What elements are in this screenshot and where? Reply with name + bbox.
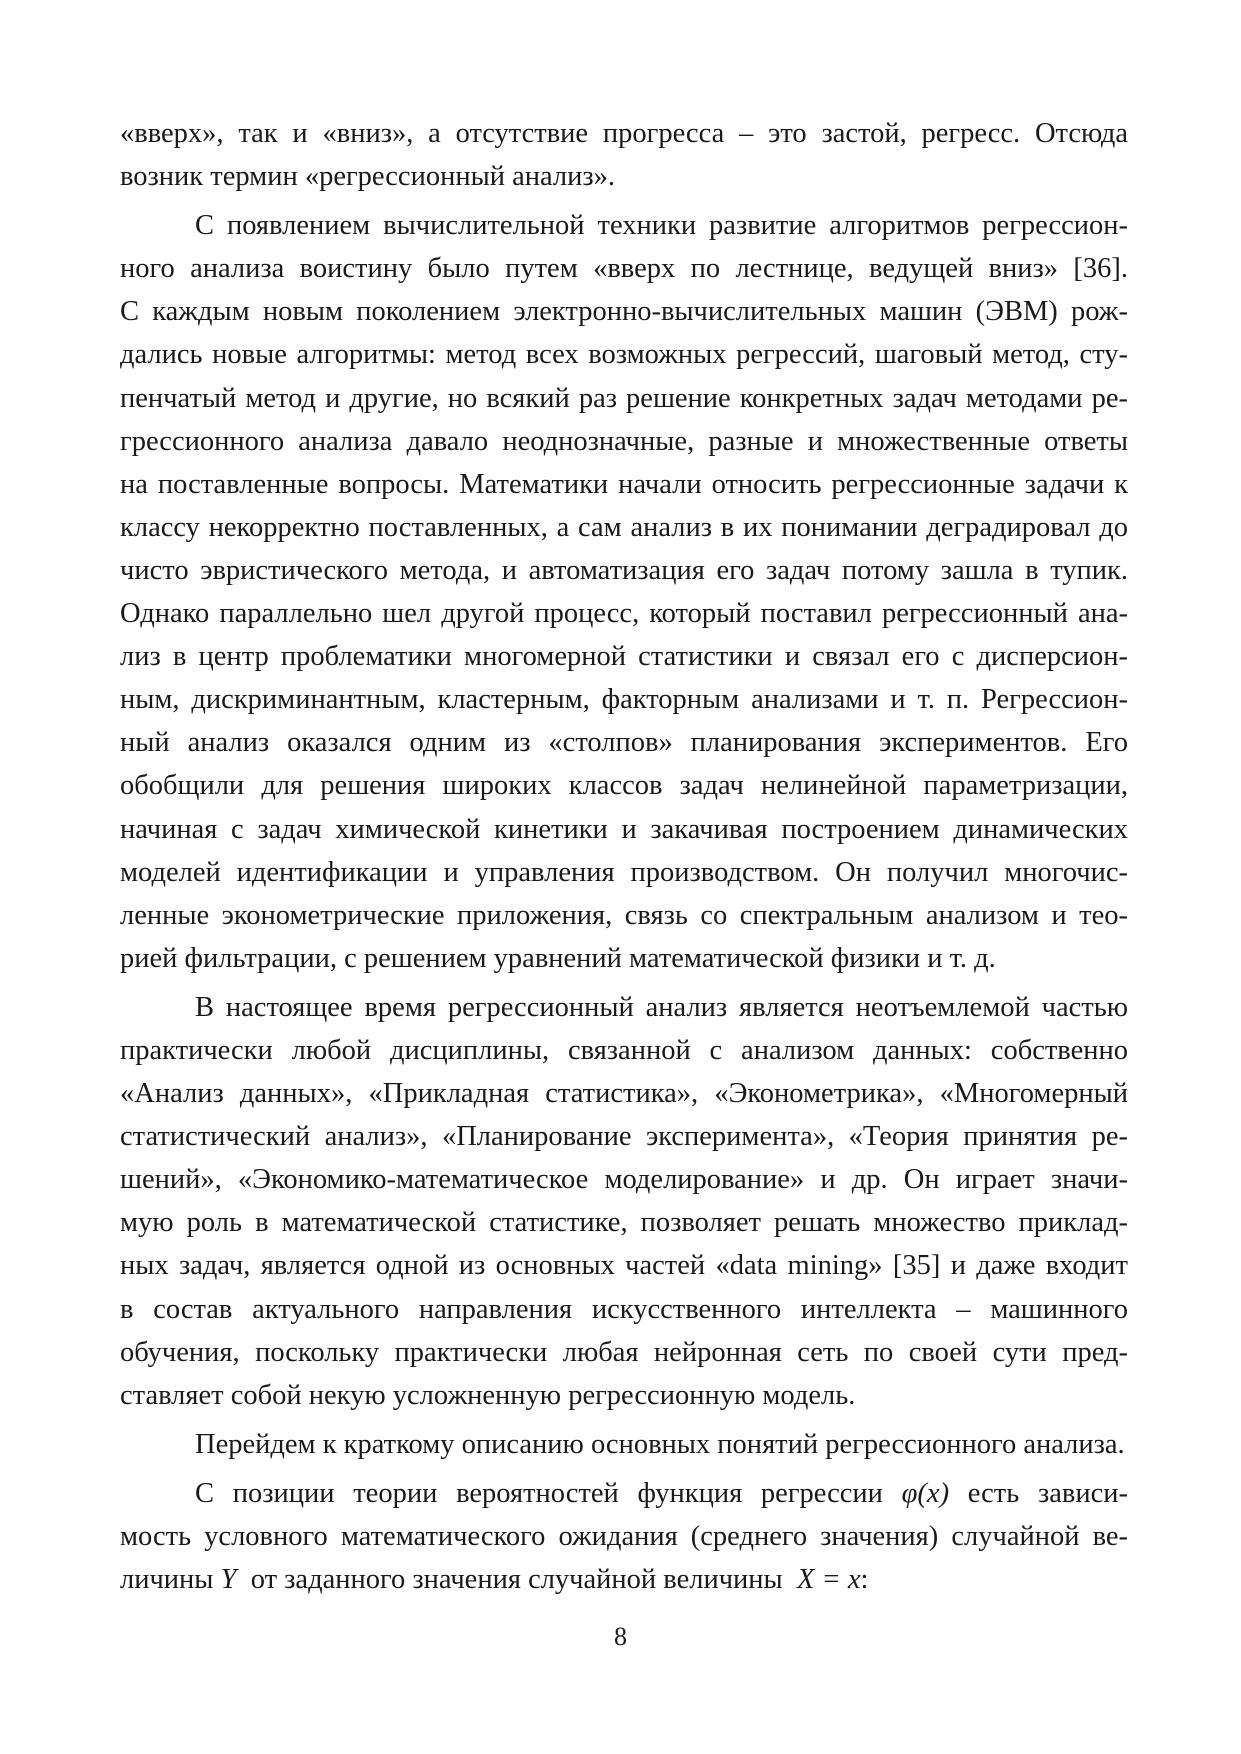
text-line: ным, дискриминантным, кластерным, факторным анализами и т. п. Регрессион- bbox=[120, 684, 1128, 716]
text-line: рией фильтрации, с решением уравнений математической физики и т. д. bbox=[120, 942, 996, 974]
text-fragment: есть зависи- bbox=[967, 1477, 1128, 1509]
text-fragment: личины bbox=[120, 1564, 214, 1596]
text-line: ный анализ оказался одним из «столпов» планирования экспериментов. Его bbox=[120, 727, 1128, 759]
text-line bbox=[120, 1558, 1128, 1601]
paragraph bbox=[120, 204, 1128, 980]
math-y: Y bbox=[220, 1564, 237, 1596]
text-line: мость условного математического ожидания (среднего значения) случайной ве- bbox=[120, 1521, 1128, 1552]
text-line: шений», «Экономико-математическое моделирование» и др. Он играет значи- bbox=[120, 1164, 1128, 1196]
text-line: возник термин «регрессионный анализ». bbox=[120, 161, 616, 193]
text-line: пенчатый метод и другие, но всякий раз решение конкретных задач методами ре- bbox=[120, 382, 1128, 414]
text-line: грессионного анализа давало неоднозначные, разные и множественные ответы bbox=[120, 425, 1128, 457]
formula-paragraph bbox=[120, 1472, 1128, 1601]
text-line: «вверх», так и «вниз», а отсутствие прогресса – это застой, регресс. Отсюда bbox=[120, 118, 1128, 149]
text-line: С каждым новым поколением электронно-вычислительных машин (ЭВМ) рож- bbox=[120, 296, 1128, 328]
text-line: в состав актуального направления искусственного интеллекта – машинного bbox=[120, 1293, 1128, 1325]
text-line: моделей идентификации и управления производством. Он получил многочис- bbox=[120, 856, 1128, 888]
text-line: Перейдем к краткому описанию основных понятий регрессионного анализа. bbox=[195, 1428, 1125, 1460]
text-line: ного анализа воистину было путем «вверх по лестнице, ведущей вниз» [36]. bbox=[120, 253, 1128, 285]
text-line: лиз в центр проблематики многомерной статистики и связал его с дисперсион- bbox=[120, 641, 1128, 673]
text-line: на поставленные вопросы. Математики начали относить регрессионные задачи к bbox=[120, 468, 1128, 500]
page-number: 8 bbox=[614, 1622, 627, 1651]
text-line: начиная с задач химической кинетики и закачивая построением динамических bbox=[120, 813, 1128, 845]
text-line: «Анализ данных», «Прикладная статистика», «Эконометрика», «Многомерный bbox=[120, 1078, 1128, 1110]
text-line bbox=[120, 1472, 1128, 1515]
text-line: В настоящее время регрессионный анализ является неотъемлемой частью bbox=[195, 991, 1128, 1023]
math-phi-x: φ(x) bbox=[901, 1477, 950, 1509]
text-fragment: С позиции теории вероятностей функция регрессии bbox=[195, 1477, 883, 1509]
paragraph bbox=[120, 112, 1128, 198]
text-line: ных задач, является одной из основных частей «data mining» [35] и даже входит bbox=[120, 1250, 1128, 1282]
document-page bbox=[120, 112, 1128, 1601]
text-line: мую роль в математической статистике, позволяет решать множество приклад- bbox=[120, 1207, 1128, 1239]
text-line: Однако параллельно шел другой процесс, который поставил регрессионный ана- bbox=[120, 598, 1128, 630]
text-line: обобщили для решения широких классов задач нелинейной параметризации, bbox=[120, 770, 1128, 802]
math-x-eq-x: X = x bbox=[796, 1564, 861, 1596]
text-line: С появлением вычислительной техники развитие алгоритмов регрессион- bbox=[195, 210, 1128, 242]
text-fragment: от заданного значения случайной величины bbox=[250, 1564, 783, 1596]
text-line: чисто эвристического метода, и автоматизация его задач потому зашла в тупик. bbox=[120, 554, 1128, 586]
text-line: классу некорректно поставленных, а сам анализ в их понимании деградировал до bbox=[120, 511, 1128, 543]
text-fragment: : bbox=[860, 1564, 869, 1596]
body-text bbox=[120, 112, 1128, 1466]
paragraph bbox=[120, 986, 1128, 1417]
text-line: обучения, поскольку практически любая нейронная сеть по своей сути пред- bbox=[120, 1336, 1128, 1368]
text-line: дались новые алгоритмы: метод всех возможных регрессий, шаговый метод, сту- bbox=[120, 339, 1128, 371]
text-line: практически любой дисциплины, связанной с анализом данных: собственно bbox=[120, 1034, 1128, 1066]
text-line: ленные эконометрические приложения, связь со спектральным анализом и тео- bbox=[120, 899, 1128, 931]
text-line: статистический анализ», «Планирование эксперимента», «Теория принятия ре- bbox=[120, 1121, 1128, 1153]
paragraph bbox=[120, 1423, 1128, 1466]
text-line: ставляет собой некую усложненную регрессионную модель. bbox=[120, 1379, 856, 1411]
